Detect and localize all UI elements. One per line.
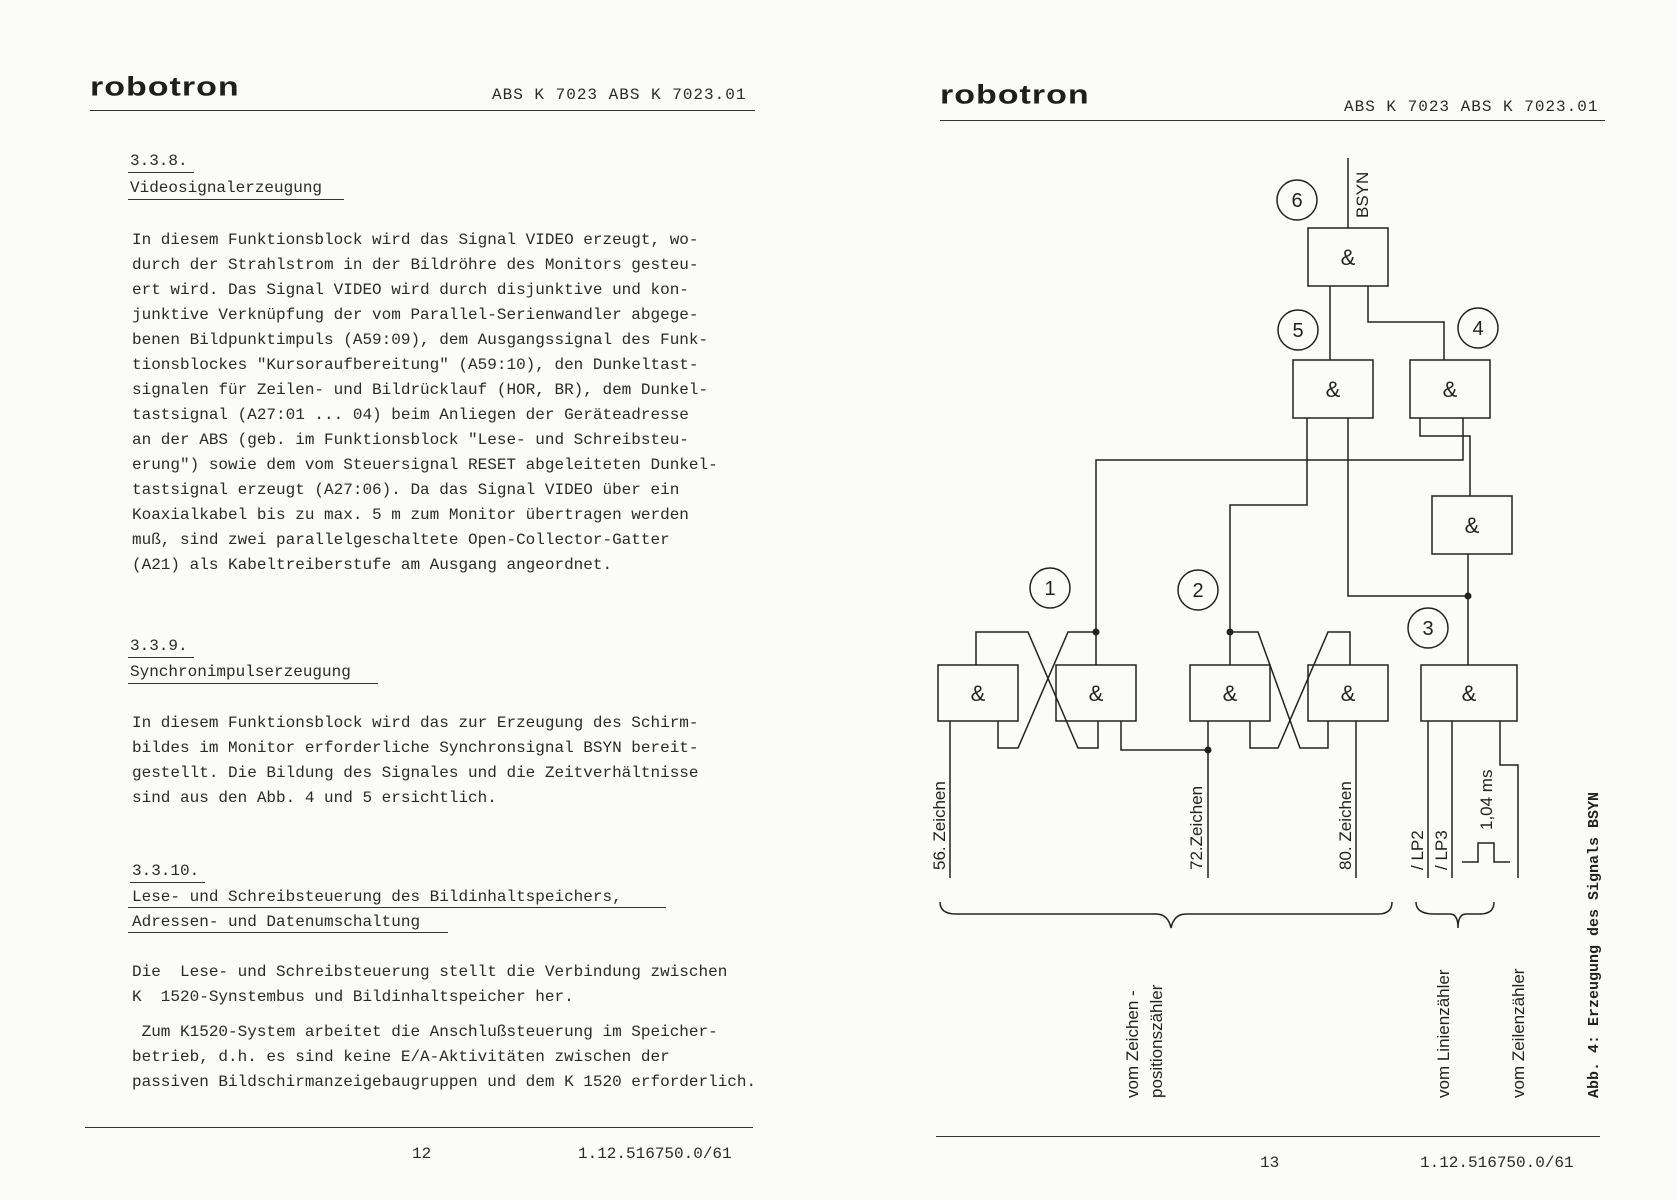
section-title-underline xyxy=(128,199,344,200)
gate-symbol: & xyxy=(1088,681,1104,706)
section-number: 3.3.10. xyxy=(132,862,200,880)
source-label: positionszähler xyxy=(1147,984,1166,1098)
robotron-logo: robotron xyxy=(940,80,1090,110)
left-page xyxy=(0,0,838,1200)
circle-number: 4 xyxy=(1472,318,1484,340)
circle-number: 3 xyxy=(1422,618,1434,640)
input-label: 1,04 ms xyxy=(1477,769,1496,830)
section-number-underline xyxy=(128,657,194,658)
input-label: / LP2 xyxy=(1408,830,1427,870)
section-title-underline xyxy=(128,683,378,684)
robotron-logo: robotron xyxy=(90,72,240,102)
section-paragraph: In diesem Funktionsblock wird das Signal VIDEO erzeugt, wo- durch der Strahlstrom in der Bildröhre des Monitors gesteu- ert wird. Das Signal VIDEO wird durch disjunktive und kon- junktive Verknüpfung der vom Parallel-Serienwandler abgege- benen Bildpunktimpuls (A59:09), dem Ausgangssignal des Funk- tionsblockes "Kursoraufbereitung" (A59:10), den Dunkeltast- signalen für Zeilen- und Bildrücklauf (HOR, BR), dem Dunkel- tastsignal (A27:01 ... 04) beim Anliegen der Geräteadresse an der ABS (geb. im Funktionsblock "Lese- und Schreibsteu- erung") sowie dem vom Steuersignal RESET abgeleiteten Dunkel- tastsignal erzeugt (A27:06). Da das Signal VIDEO über ein Koaxialkabel bis zu max. 5 m zum Monitor übertragen werden muß, sind zwei parallelgeschaltete Open-Collector-Gatter (A21) als Kabeltreiberstufe am Ausgang angeordnet. xyxy=(132,231,718,574)
section-title-underline xyxy=(128,907,666,908)
gate-symbol: & xyxy=(1461,681,1477,706)
input-label: 80. Zeichen xyxy=(1336,781,1355,870)
circle-number: 2 xyxy=(1192,580,1204,602)
doc-number: 1.12.516750.0/61 xyxy=(578,1145,732,1163)
footer-rule xyxy=(85,1127,753,1128)
section-paragraph: Die Lese- und Schreibsteuerung stellt die Verbindung zwischen K 1520-Synstembus und Bildinhaltspeicher her. xyxy=(132,963,728,1006)
section-paragraph: Zum K1520-System arbeitet die Anschlußsteuerung im Speicher- betrieb, d.h. es sind keine E/A-Aktivitäten zwischen der passiven Bildschirmanzeigebaugruppen und dem K 1520 erforderlich. xyxy=(132,1023,757,1091)
source-label: vom Zeichen - xyxy=(1123,990,1142,1098)
doc-number: 1.12.516750.0/61 xyxy=(1420,1154,1574,1172)
section-title-underline xyxy=(128,932,448,933)
source-label: vom Zeilenzähler xyxy=(1509,968,1528,1098)
section-number: 3.3.8. xyxy=(130,152,188,170)
gate-symbol: & xyxy=(1442,377,1458,402)
section-title: Videosignalerzeugung xyxy=(130,179,323,197)
page-number: 12 xyxy=(412,1145,432,1163)
header-doc-id: ABS K 7023 ABS K 7023.01 xyxy=(492,86,747,104)
gate-symbol: & xyxy=(1340,245,1356,270)
page-number: 13 xyxy=(1260,1154,1280,1172)
bsyn-logic-diagram xyxy=(838,0,1677,1200)
gate-symbol: & xyxy=(1340,681,1356,706)
section-title-line1: Lese- und Schreibsteuerung des Bildinhaltspeichers, xyxy=(132,888,622,906)
right-page xyxy=(838,0,1677,1200)
gate-symbol: & xyxy=(1222,681,1238,706)
gate-symbol: & xyxy=(970,681,986,706)
section-number-underline xyxy=(128,172,194,173)
gate-symbol: & xyxy=(1464,513,1480,538)
input-label: 72.Zeichen xyxy=(1187,785,1206,870)
section-number: 3.3.9. xyxy=(130,637,188,655)
circle-number: 5 xyxy=(1292,320,1304,342)
input-label: 56. Zeichen xyxy=(930,781,949,870)
circle-number: 6 xyxy=(1291,190,1303,212)
section-title-line2: Adressen- und Datenumschaltung xyxy=(132,913,421,931)
section-paragraph: In diesem Funktionsblock wird das zur Erzeugung des Schirm- bildes im Monitor erforderliche Synchronsignal BSYN bereit- gestellt. Die Bildung des Signales und die Zeitverhältnisse sind aus den Abb. 4 und 5 ersichtlich. xyxy=(132,714,699,807)
header-rule xyxy=(90,110,755,111)
input-label: / LP3 xyxy=(1432,830,1451,870)
gate-symbol: & xyxy=(1325,377,1341,402)
section-title: Synchronimpulserzeugung xyxy=(130,663,351,681)
source-label: vom Linienzähler xyxy=(1434,969,1453,1098)
section-number-underline xyxy=(130,882,205,883)
figure-caption: Abb. 4: Erzeugung des Signals BSYN xyxy=(1586,791,1603,1098)
circle-number: 1 xyxy=(1044,578,1056,600)
header-doc-id: ABS K 7023 ABS K 7023.01 xyxy=(1344,98,1599,116)
output-signal-label: BSYN xyxy=(1353,171,1372,218)
footer-rule xyxy=(936,1136,1600,1137)
